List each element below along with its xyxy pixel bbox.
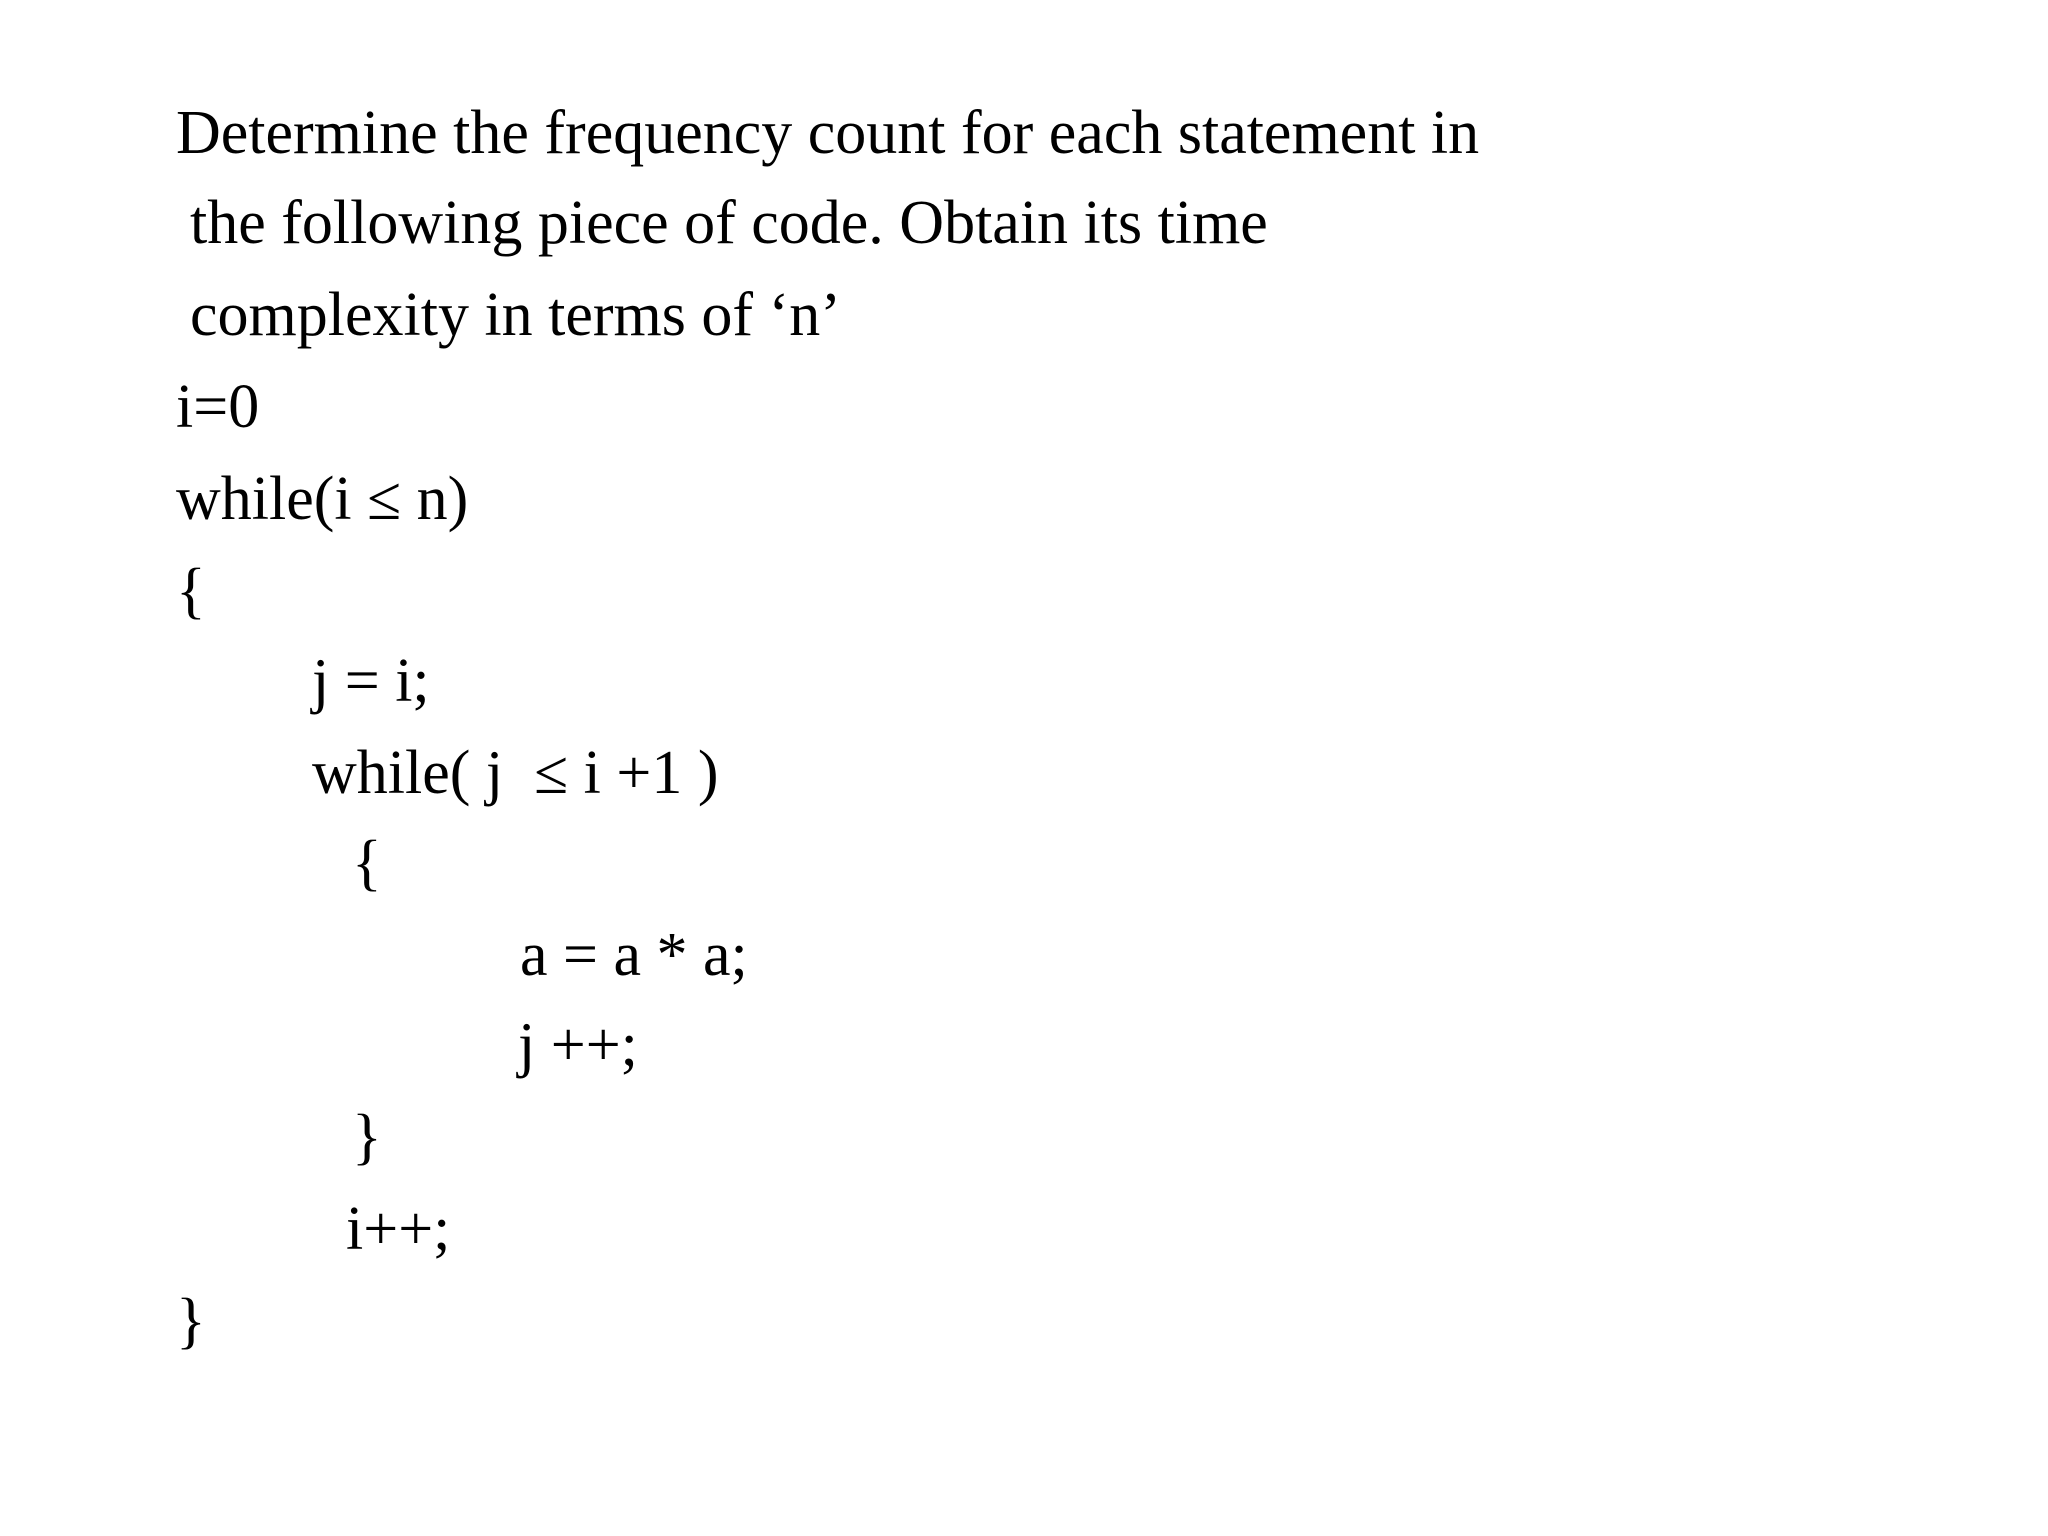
code-line-outer-close: } — [176, 1287, 206, 1355]
code-line-outer-while: while(i ≤ n) — [176, 465, 469, 533]
code-line-increment-j: j ++; — [518, 1011, 638, 1079]
code-line-inner-open: { — [352, 829, 382, 897]
code-line-assign-j: j = i; — [312, 647, 430, 715]
code-line-init-i: i=0 — [176, 373, 260, 441]
code-line-increment-i: i++; — [346, 1195, 451, 1263]
code-line-inner-close: } — [352, 1103, 382, 1171]
question-line-2: the following piece of code. Obtain its time — [190, 189, 1268, 257]
code-line-inner-while: while( j ≤ i +1 ) — [312, 739, 719, 807]
code-line-square-a: a = a * a; — [520, 921, 748, 989]
question-line-1: Determine the frequency count for each statement in — [176, 99, 1480, 167]
code-line-outer-open: { — [176, 557, 206, 625]
question-line-3: complexity in terms of ‘n’ — [190, 281, 841, 349]
